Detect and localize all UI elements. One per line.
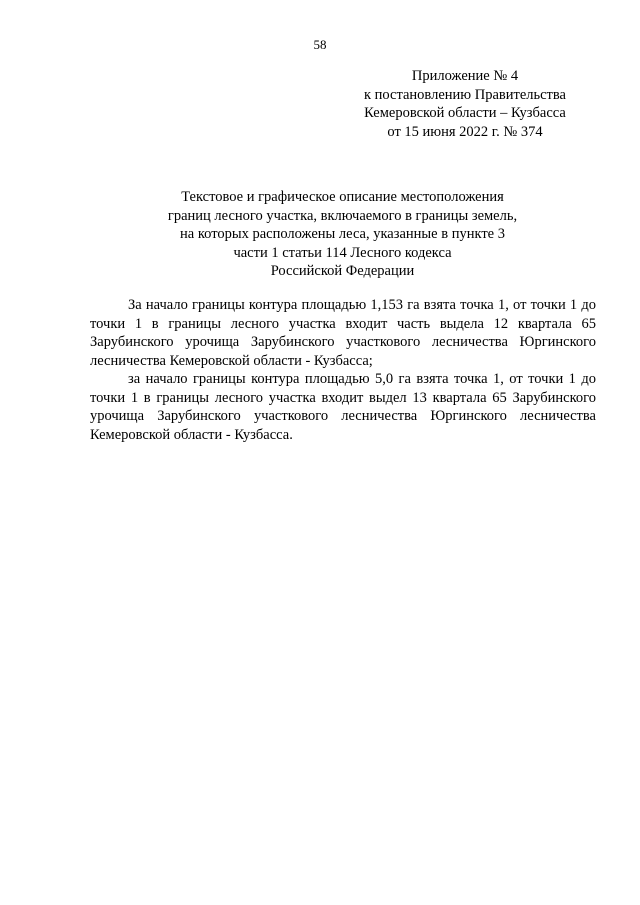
title-line: границ лесного участка, включаемого в границы земель,: [167, 207, 518, 224]
body-paragraph: За начало границы контура площадью 1,153 га взята точка 1, от точки 1 до точки 1 в границы лесного участка входит часть выдела 12 квартала 65 Зарубинского урочища Зарубинского участкового лесничества Юргинского лесничества Кемеровской области - Кузбасса;: [90, 297, 596, 369]
document-title: [90, 188, 595, 281]
title-line: Российской Федерации: [270, 263, 415, 279]
appendix-line: Приложение № 4: [411, 68, 519, 84]
document-body: [90, 296, 596, 444]
appendix-line: к постановлению Правительства: [364, 86, 566, 103]
body-paragraph: за начало границы контура площадью 5,0 га взята точка 1, от точки 1 до точки 1 в границы лесного участка входит выдел 13 квартала 65 Зарубинского урочища Зарубинского участкового лесничества Юргинского лесничества Кемеровской области - Кузбасса.: [90, 371, 596, 443]
appendix-line: Кемеровской области – Кузбасса: [364, 105, 566, 121]
appendix-header: [330, 67, 600, 141]
appendix-line: от 15 июня 2022 г. № 374: [387, 123, 543, 140]
page-number: 58: [313, 37, 327, 52]
title-line: части 1 статьи 114 Лесного кодекса: [233, 244, 452, 261]
title-line: на которых расположены леса, указанные в пункте 3: [180, 226, 505, 242]
title-line: Текстовое и графическое описание местоположения: [181, 189, 504, 205]
